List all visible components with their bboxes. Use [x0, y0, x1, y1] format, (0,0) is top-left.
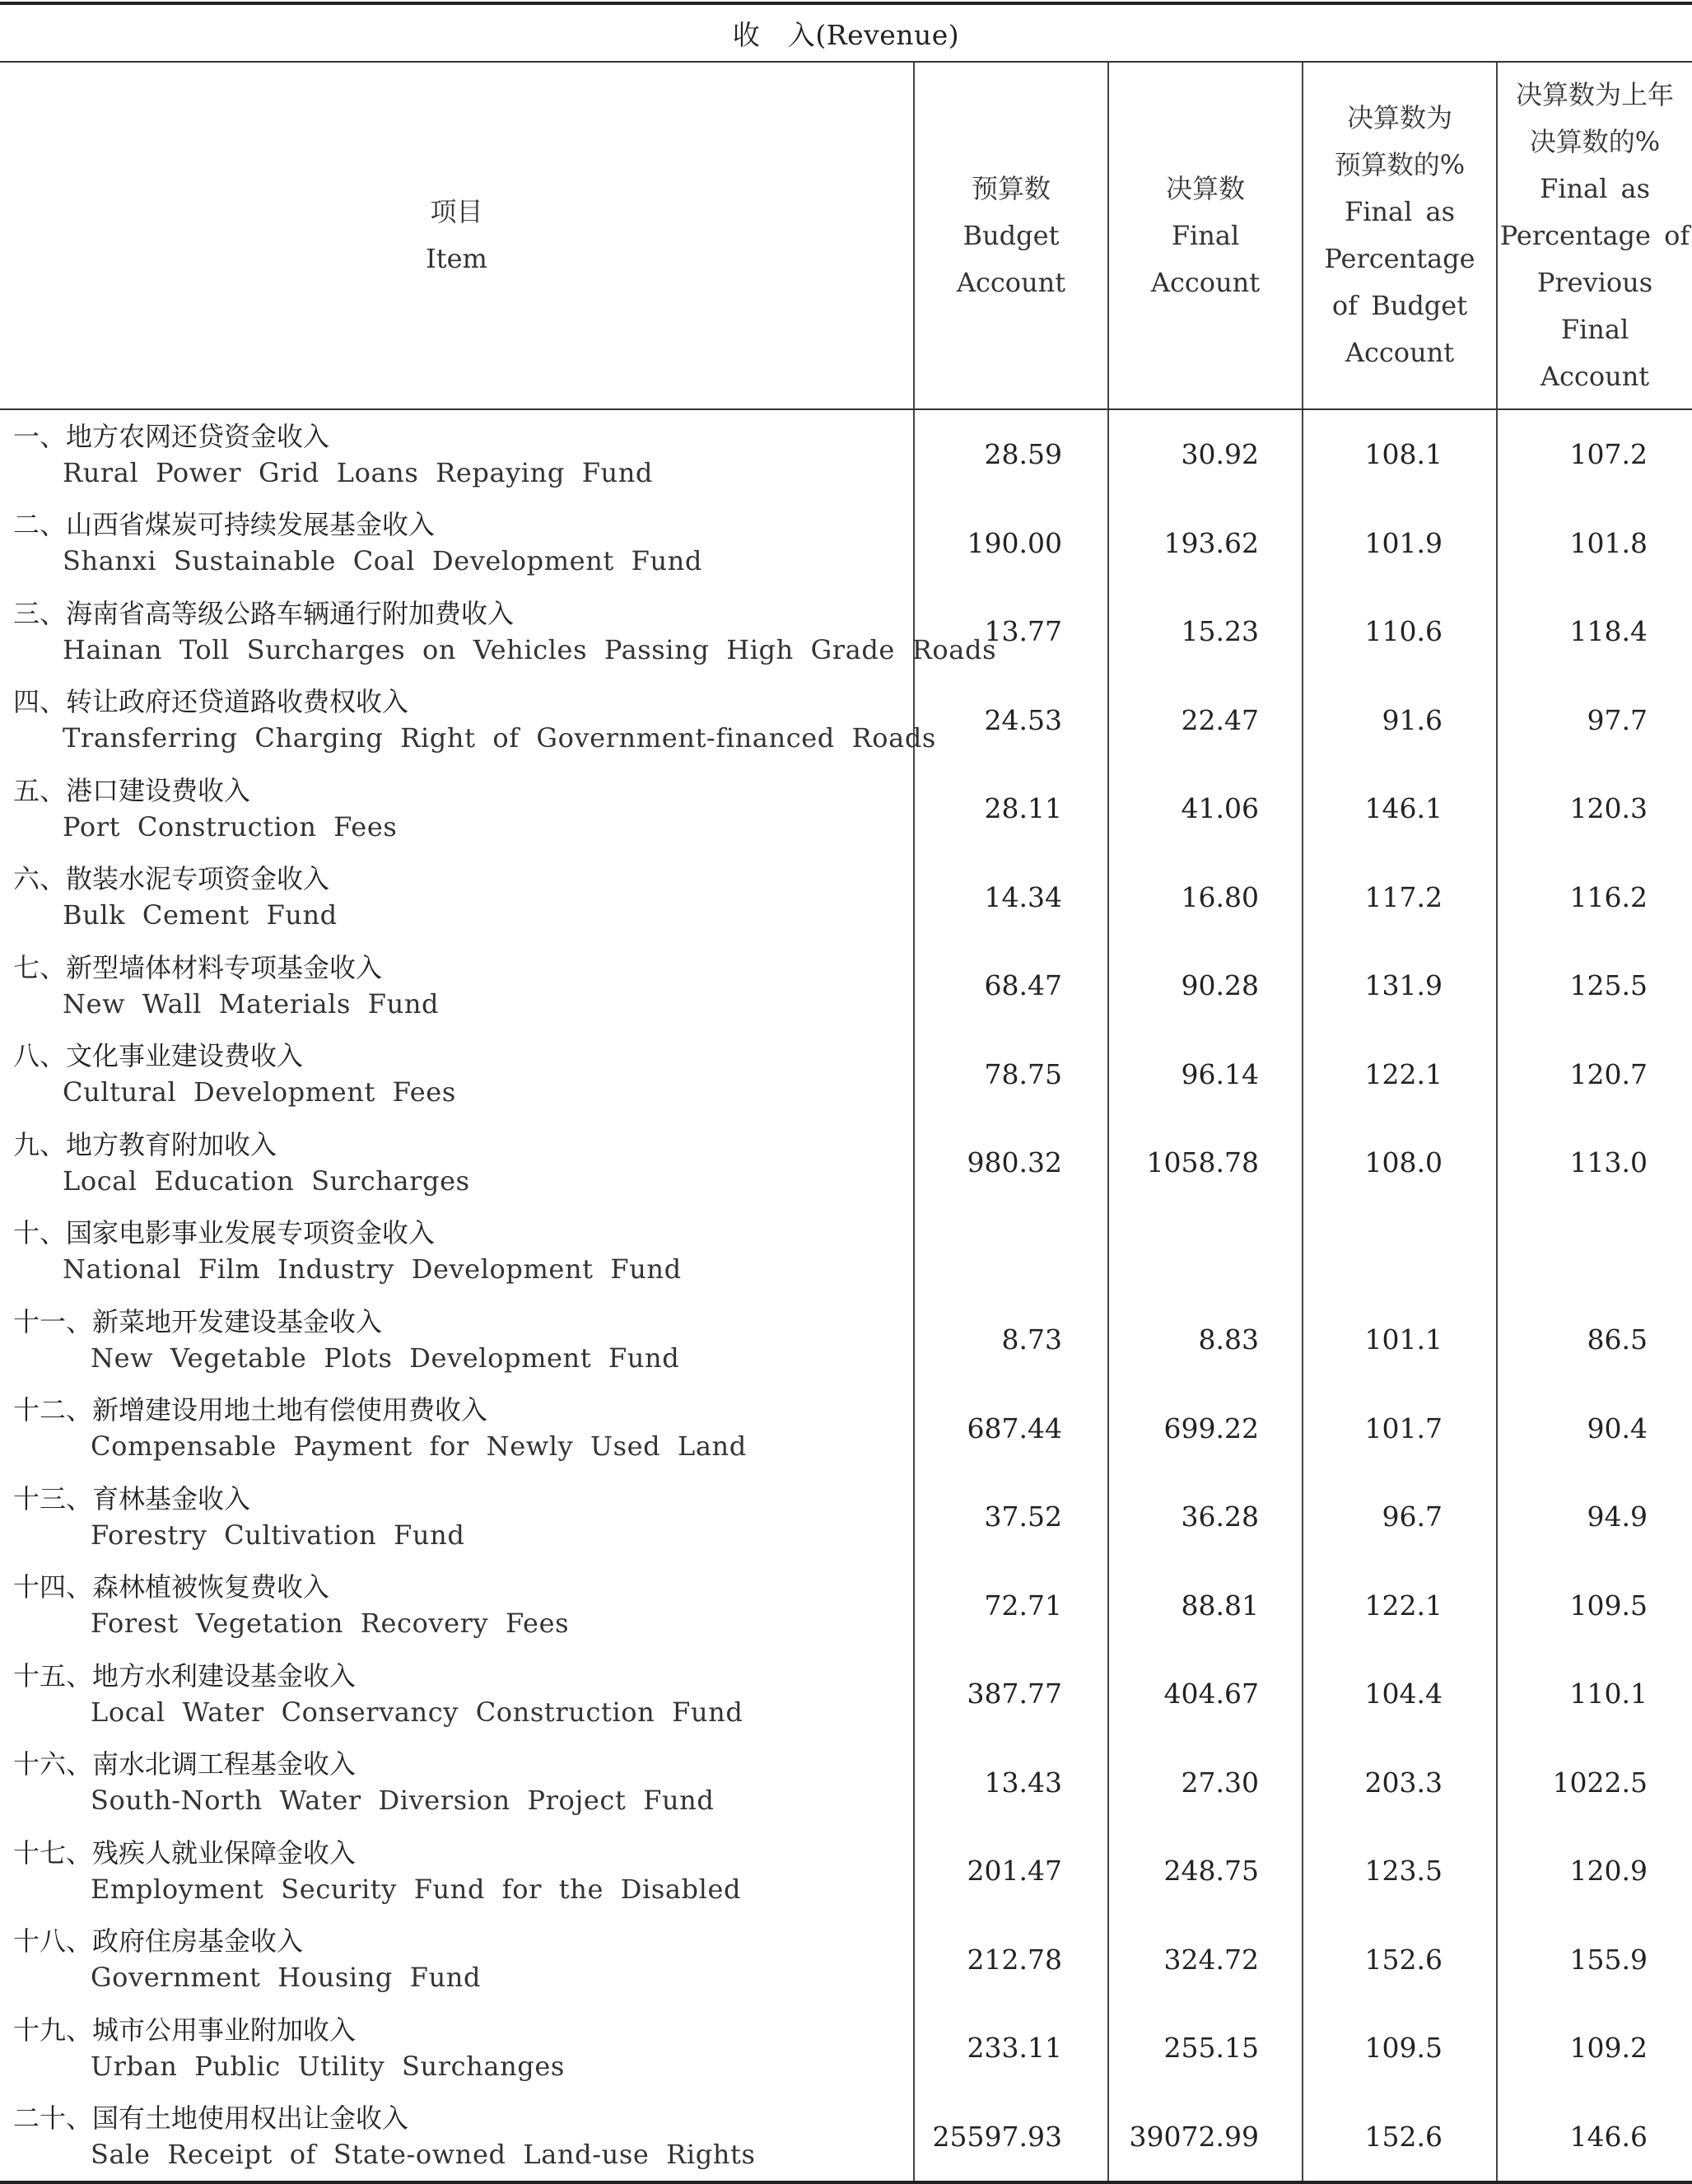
- row-pct-budget-value: 91.6: [1303, 676, 1497, 765]
- header-budget-line: Account: [956, 266, 1066, 298]
- row-final-value: 39072.99: [1108, 2093, 1303, 2183]
- row-final-value: 193.62: [1108, 499, 1303, 588]
- header-item-zh: 项目: [430, 196, 483, 227]
- header-pct-prev-line: 决算数的%: [1529, 125, 1661, 157]
- row-item-en: Shanxi Sustainable Coal Development Fund: [63, 545, 702, 577]
- row-pct-prev-value: [1497, 1207, 1692, 1296]
- row-final-value: 8.83: [1108, 1295, 1303, 1384]
- table-row: [0, 1472, 1692, 1561]
- row-item: [0, 1384, 914, 1473]
- row-item-en: Rural Power Grid Loans Repaying Fund: [63, 456, 654, 488]
- row-item: [0, 499, 914, 588]
- row-pct-prev-value: 120.3: [1497, 764, 1692, 853]
- row-budget-value: [914, 1207, 1108, 1296]
- table-row: [0, 1384, 1692, 1473]
- row-item: [0, 1650, 914, 1738]
- row-pct-prev-value: 109.2: [1497, 2004, 1692, 2093]
- row-pct-budget-value: 203.3: [1303, 1738, 1497, 1827]
- row-item: [0, 1030, 914, 1119]
- row-item: [0, 1827, 914, 1916]
- row-item-zh: 六、散装水泥专项资金收入: [13, 863, 330, 895]
- row-pct-prev-value: 110.1: [1497, 1650, 1692, 1738]
- header-pct-budget: [1303, 62, 1497, 409]
- row-pct-prev-value: 107.2: [1497, 409, 1692, 499]
- row-final-value: 16.80: [1108, 853, 1303, 942]
- row-budget-value: 8.73: [914, 1295, 1108, 1384]
- row-pct-budget-value: 117.2: [1303, 853, 1497, 942]
- header-item: [0, 62, 914, 409]
- row-budget-value: 68.47: [914, 941, 1108, 1030]
- row-budget-value: 72.71: [914, 1561, 1108, 1650]
- row-item: [0, 1738, 914, 1827]
- row-item: [0, 1118, 914, 1207]
- table-row: [0, 1207, 1692, 1296]
- row-item-en: Forest Vegetation Recovery Fees: [91, 1608, 570, 1640]
- row-budget-value: 13.43: [914, 1738, 1108, 1827]
- row-item: [0, 1207, 914, 1296]
- row-item-zh: 一、地方农网还贷资金收入: [13, 420, 330, 452]
- table-body: [0, 409, 1692, 2182]
- table-row: [0, 853, 1692, 942]
- row-item-zh: 九、地方教育附加收入: [13, 1128, 277, 1160]
- row-final-value: 22.47: [1108, 676, 1303, 765]
- row-pct-budget-value: 96.7: [1303, 1472, 1497, 1561]
- row-budget-value: 233.11: [914, 2004, 1108, 2093]
- row-final-value: 90.28: [1108, 941, 1303, 1030]
- row-pct-budget-value: 152.6: [1303, 2093, 1497, 2183]
- row-item-en: Hainan Toll Surcharges on Vehicles Passing High Grade Roads: [63, 633, 997, 665]
- table-row: [0, 409, 1692, 499]
- row-item-zh: 四、转让政府还贷道路收费权收入: [13, 686, 409, 718]
- row-pct-budget-value: 108.1: [1303, 409, 1497, 499]
- row-item-en: Forestry Cultivation Fund: [91, 1519, 465, 1551]
- row-budget-value: 25597.93: [914, 2093, 1108, 2183]
- row-pct-budget-value: [1303, 1207, 1497, 1296]
- row-final-value: 324.72: [1108, 1916, 1303, 2004]
- row-pct-prev-value: 146.6: [1497, 2093, 1692, 2183]
- row-final-value: 36.28: [1108, 1472, 1303, 1561]
- row-pct-prev-value: 155.9: [1497, 1916, 1692, 2004]
- row-final-value: 404.67: [1108, 1650, 1303, 1738]
- row-pct-budget-value: 110.6: [1303, 587, 1497, 676]
- header-pct-budget-line: 决算数为: [1346, 102, 1452, 133]
- row-pct-prev-value: 86.5: [1497, 1295, 1692, 1384]
- row-pct-budget-value: 131.9: [1303, 941, 1497, 1030]
- row-pct-prev-value: 90.4: [1497, 1384, 1692, 1473]
- row-item: [0, 1561, 914, 1650]
- row-budget-value: 201.47: [914, 1827, 1108, 1916]
- row-item-en: Transferring Charging Right of Government-financed Roads: [63, 722, 936, 754]
- header-budget: [914, 62, 1108, 409]
- row-pct-budget-value: 101.1: [1303, 1295, 1497, 1384]
- header-final-line: Final: [1171, 219, 1240, 251]
- header-pct-prev: [1497, 62, 1692, 409]
- row-item-zh: 五、港口建设费收入: [13, 774, 251, 806]
- row-final-value: 248.75: [1108, 1827, 1303, 1916]
- row-item-en: Compensable Payment for Newly Used Land: [91, 1430, 747, 1463]
- row-budget-value: 14.34: [914, 853, 1108, 942]
- row-budget-value: 190.00: [914, 499, 1108, 588]
- row-item-zh: 十九、城市公用事业附加收入: [13, 2014, 357, 2046]
- row-item-zh: 十五、地方水利建设基金收入: [13, 1659, 357, 1692]
- row-item: [0, 1472, 914, 1561]
- row-pct-budget-value: 109.5: [1303, 2004, 1497, 2093]
- header-final-line: Account: [1150, 266, 1261, 298]
- row-budget-value: 212.78: [914, 1916, 1108, 2004]
- row-item-en: Port Construction Fees: [63, 810, 398, 842]
- row-pct-budget-value: 108.0: [1303, 1118, 1497, 1207]
- row-item-zh: 十六、南水北调工程基金收入: [13, 1748, 357, 1780]
- table-row: [0, 1030, 1692, 1119]
- row-item: [0, 1916, 914, 2004]
- header-pct-budget-line: Account: [1345, 337, 1455, 368]
- header-item-en: Item: [426, 243, 487, 274]
- header-pct-prev-line: Final as: [1540, 172, 1651, 204]
- row-pct-prev-value: 109.5: [1497, 1561, 1692, 1650]
- header-pct-prev-line: 决算数为上年: [1516, 78, 1675, 110]
- row-item-zh: 三、海南省高等级公路车辆通行附加费收入: [13, 597, 515, 629]
- row-pct-prev-value: 113.0: [1497, 1118, 1692, 1207]
- table-row: [0, 1916, 1692, 2004]
- row-item-zh: 二十、国有土地使用权出让金收入: [13, 2102, 409, 2135]
- row-budget-value: 28.11: [914, 764, 1108, 853]
- row-final-value: 88.81: [1108, 1561, 1303, 1650]
- row-final-value: 27.30: [1108, 1738, 1303, 1827]
- row-pct-prev-value: 94.9: [1497, 1472, 1692, 1561]
- row-budget-value: 28.59: [914, 409, 1108, 499]
- row-item-zh: 二、山西省煤炭可持续发展基金收入: [13, 509, 436, 541]
- row-pct-prev-value: 118.4: [1497, 587, 1692, 676]
- row-item-zh: 十二、新增建设用地土地有偿使用费收入: [13, 1394, 488, 1426]
- table-row: [0, 941, 1692, 1030]
- row-item-zh: 八、文化事业建设费收入: [13, 1040, 304, 1072]
- row-pct-budget-value: 122.1: [1303, 1030, 1497, 1119]
- row-budget-value: 37.52: [914, 1472, 1108, 1561]
- table-row: [0, 587, 1692, 676]
- table-row: [0, 1738, 1692, 1827]
- row-item: [0, 941, 914, 1030]
- row-pct-prev-value: 125.5: [1497, 941, 1692, 1030]
- header-pct-prev-line: Percentage of: [1499, 219, 1690, 251]
- table-title: 收 入(Revenue): [0, 3, 1692, 62]
- row-pct-budget-value: 101.9: [1303, 499, 1497, 588]
- row-final-value: 699.22: [1108, 1384, 1303, 1473]
- row-item-zh: 十三、育林基金收入: [13, 1482, 251, 1514]
- row-pct-budget-value: 123.5: [1303, 1827, 1497, 1916]
- row-budget-value: 13.77: [914, 587, 1108, 676]
- row-item-zh: 十、国家电影事业发展专项资金收入: [13, 1217, 436, 1249]
- row-item-zh: 十一、新菜地开发建设基金收入: [13, 1305, 383, 1337]
- row-pct-budget-value: 146.1: [1303, 764, 1497, 853]
- row-item-en: Sale Receipt of State-owned Land-use Rights: [91, 2139, 756, 2171]
- row-final-value: 41.06: [1108, 764, 1303, 853]
- table-row: [0, 2093, 1692, 2183]
- header-pct-budget-line: 预算数的%: [1334, 149, 1466, 180]
- table-row: [0, 676, 1692, 765]
- row-item: [0, 2004, 914, 2093]
- row-item-zh: 十四、森林植被恢复费收入: [13, 1571, 330, 1603]
- row-item-en: Local Education Surcharges: [63, 1164, 470, 1197]
- row-item: [0, 1295, 914, 1384]
- row-budget-value: 78.75: [914, 1030, 1108, 1119]
- row-item: [0, 2093, 914, 2183]
- row-final-value: 15.23: [1108, 587, 1303, 676]
- row-item: [0, 409, 914, 499]
- row-item-en: Urban Public Utility Surchanges: [91, 2050, 565, 2082]
- header-pct-budget-line: of Budget: [1331, 290, 1468, 321]
- table-row: [0, 499, 1692, 588]
- table-row: [0, 1295, 1692, 1384]
- row-item-en: Bulk Cement Fund: [63, 899, 338, 931]
- table-title-row: [0, 3, 1692, 62]
- row-item-en: South-North Water Diversion Project Fund: [91, 1785, 715, 1817]
- row-item-en: New Wall Materials Fund: [63, 987, 440, 1020]
- row-pct-prev-value: 1022.5: [1497, 1738, 1692, 1827]
- row-item: [0, 676, 936, 765]
- header-budget-line: Budget: [963, 219, 1060, 251]
- row-budget-value: 980.32: [914, 1118, 1108, 1207]
- row-item-zh: 七、新型墙体材料专项基金收入: [13, 951, 383, 983]
- row-budget-value: 387.77: [914, 1650, 1108, 1738]
- table-row: [0, 1650, 1692, 1738]
- row-item-en: New Vegetable Plots Development Fund: [91, 1342, 680, 1374]
- row-item-en: Government Housing Fund: [91, 1962, 482, 1994]
- table-row: [0, 1561, 1692, 1650]
- row-item: [0, 764, 914, 853]
- row-item-en: National Film Industry Development Fund: [63, 1253, 682, 1286]
- row-pct-budget-value: 101.7: [1303, 1384, 1497, 1473]
- header-pct-prev-line: Previous Final: [1536, 266, 1653, 345]
- header-final-line: 决算数: [1165, 172, 1245, 204]
- row-final-value: [1108, 1207, 1303, 1296]
- row-item-zh: 十七、残疾人就业保障金收入: [13, 1836, 357, 1869]
- header-pct-prev-line: Account: [1540, 360, 1650, 392]
- row-item-en: Local Water Conservancy Construction Fund: [91, 1696, 743, 1728]
- row-budget-value: 687.44: [914, 1384, 1108, 1473]
- row-pct-prev-value: 120.9: [1497, 1827, 1692, 1916]
- row-pct-prev-value: 101.8: [1497, 499, 1692, 588]
- column-header-row: [0, 62, 1692, 409]
- row-final-value: 255.15: [1108, 2004, 1303, 2093]
- row-item: [0, 853, 914, 942]
- revenue-table: [0, 2, 1692, 2184]
- header-pct-budget-line: Final as: [1344, 196, 1456, 227]
- header-budget-line: 预算数: [971, 172, 1051, 204]
- row-pct-budget-value: 122.1: [1303, 1561, 1497, 1650]
- row-final-value: 30.92: [1108, 409, 1303, 499]
- row-item-zh: 十八、政府住房基金收入: [13, 1925, 304, 1958]
- table-row: [0, 2004, 1692, 2093]
- header-final: [1108, 62, 1303, 409]
- table-row: [0, 1118, 1692, 1207]
- header-pct-budget-line: Percentage: [1324, 243, 1475, 274]
- row-item-en: Cultural Development Fees: [63, 1076, 456, 1108]
- row-item-en: Employment Security Fund for the Disabled: [91, 1873, 742, 1905]
- row-pct-prev-value: 116.2: [1497, 853, 1692, 942]
- row-final-value: 1058.78: [1108, 1118, 1303, 1207]
- row-pct-prev-value: 120.7: [1497, 1030, 1692, 1119]
- row-pct-budget-value: 104.4: [1303, 1650, 1497, 1738]
- table-row: [0, 764, 1692, 853]
- row-item: [0, 587, 997, 676]
- table-row: [0, 1827, 1692, 1916]
- row-pct-prev-value: 97.7: [1497, 676, 1692, 765]
- row-pct-budget-value: 152.6: [1303, 1916, 1497, 2004]
- row-final-value: 96.14: [1108, 1030, 1303, 1119]
- row-budget-value: 24.53: [914, 676, 1108, 765]
